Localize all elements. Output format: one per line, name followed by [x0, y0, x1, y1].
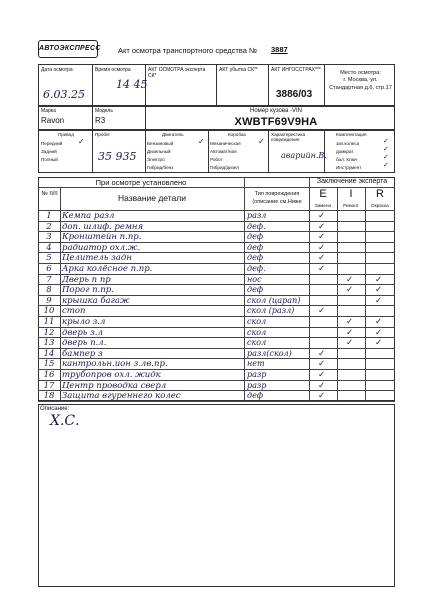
row-repair-mark: ✓ [346, 285, 354, 296]
row-part-name: Защита вгуреннего колес [62, 391, 181, 402]
row-number: 15 [43, 359, 55, 370]
row-replace-mark: ✓ [318, 221, 326, 232]
row-number: 4 [46, 242, 52, 253]
row-damage-type: разр [247, 380, 267, 390]
col-damage-header: Тип повреждения (описание см.Ниже [252, 191, 302, 205]
row-number: 3 [46, 232, 52, 243]
row-damage-type: деф [247, 391, 264, 401]
row-number: 18 [43, 391, 55, 402]
row-number: 11 [43, 317, 55, 327]
date-label: Дата осмотра [41, 67, 73, 73]
drive-option-1: Задний [41, 149, 57, 154]
row-part-name: Целитель задн [62, 253, 132, 264]
equip-option-0: зап.колеса [336, 141, 360, 146]
gearbox-label: Коробка [228, 132, 246, 137]
row-replace-mark: ✓ [318, 242, 326, 253]
row-part-name: Центр проводка сверл [62, 380, 167, 391]
equip-option-3: Инструмент [336, 165, 362, 170]
time-label: Время осмотра [95, 67, 131, 73]
gearbox-check-icon: ✓ [258, 137, 265, 146]
row-paint-mark: ✓ [375, 338, 383, 349]
place-label: Место осмотра: [340, 70, 381, 76]
engine-option-0: Бензиновый [147, 141, 174, 146]
row-damage-type: деф. [247, 221, 266, 231]
row-repair-mark: ✓ [346, 274, 354, 285]
engine-option-1: Дизельный [147, 149, 171, 154]
row-part-name: крышка багаж [62, 295, 130, 306]
engine-check-icon: ✓ [198, 137, 205, 146]
row-number: 10 [43, 306, 55, 317]
row-part-name: Кемпа разл [62, 211, 115, 221]
row-damage-type: скол [247, 327, 267, 337]
row-part-name: Порог п.пр. [62, 285, 114, 296]
damage-char-value: аварийн.В. [281, 151, 327, 160]
row-replace-mark: ✓ [318, 306, 326, 317]
engine-option-2: Электро [147, 157, 165, 162]
col-num-header: № п/п [41, 191, 58, 197]
col-r-header: R [376, 188, 384, 200]
equip-check-icon: ✓ [383, 161, 389, 169]
drive-label: Привод [58, 132, 74, 137]
row-paint-mark: ✓ [375, 274, 383, 285]
row-part-name: дверь п.л. [62, 338, 107, 349]
row-part-name: Арка колёсное п.пр. [62, 264, 153, 274]
row-replace-mark: ✓ [318, 348, 326, 359]
vin-label: Номер кузова -VIN [250, 108, 302, 114]
row-damage-type: разр [247, 370, 267, 379]
row-number: 1 [46, 211, 52, 221]
row-damage-type: разл(скол) [247, 348, 292, 358]
mileage-label: Пробег [95, 132, 111, 137]
row-damage-type: нет [247, 359, 265, 369]
col-name-header: Название детали [118, 193, 186, 203]
gearbox-option-3: Гибрид/дизел [210, 165, 239, 170]
row-damage-type: деф [247, 253, 264, 263]
make-value: Ravon [41, 116, 65, 125]
row-number: 8 [46, 285, 52, 296]
row-paint-mark: ✓ [375, 295, 383, 306]
gearbox-option-2: Робот [210, 157, 223, 162]
row-replace-mark: ✓ [318, 380, 326, 391]
ingos-act-label: АКТ ИНГОССТРАХ*** [271, 67, 321, 73]
row-replace-mark: ✓ [318, 232, 326, 243]
date-value: 6.03.25 [43, 88, 85, 101]
row-number: 6 [46, 264, 52, 274]
row-damage-type: нос [247, 274, 262, 284]
engine-label: Двигатель [162, 132, 184, 137]
ingos-act-value: 3886/03 [276, 89, 313, 100]
drive-option-2: Полный [41, 157, 58, 162]
equip-option-1: домкрат [336, 149, 354, 154]
equip-option-2: бал. Ключ [336, 157, 358, 162]
notes-value: Х.С. [50, 413, 80, 429]
row-replace-mark: ✓ [318, 264, 326, 274]
equip-check-icon: ✓ [383, 153, 389, 161]
row-paint-mark: ✓ [375, 327, 383, 338]
row-number: 9 [46, 295, 52, 306]
col-e-sub: Замена [314, 203, 332, 208]
vin-value: XWBTF69V9HA [234, 116, 318, 128]
col-r-sub: Окраска [371, 203, 389, 208]
col-i-sub: Ремонт [343, 203, 359, 208]
notes-label: Описание: [40, 406, 70, 412]
row-damage-type: скол (царап) [247, 295, 301, 305]
row-number: 12 [43, 327, 55, 338]
row-replace-mark: ✓ [318, 253, 326, 264]
gearbox-option-0: Механическая [210, 141, 241, 146]
row-number: 16 [43, 370, 55, 380]
row-number: 14 [43, 348, 55, 359]
drive-check-icon: ✓ [78, 137, 85, 146]
row-replace-mark: ✓ [318, 359, 326, 370]
row-paint-mark: ✓ [375, 285, 383, 296]
row-damage-type: скол [247, 317, 267, 326]
row-replace-mark: ✓ [318, 370, 326, 380]
row-part-name: радиатор охл.ж. [62, 242, 141, 253]
row-damage-type: разл [247, 211, 267, 220]
row-replace-mark: ✓ [318, 211, 326, 221]
make-label: Марка [41, 108, 56, 114]
row-damage-type: скол (разл) [247, 306, 295, 316]
model-value: R3 [95, 116, 106, 125]
row-replace-mark: ✓ [318, 391, 326, 402]
row-damage-type: деф [247, 232, 264, 242]
row-part-name: трубопров охл. жидк [62, 370, 161, 380]
place-value: г. Москва, ул. Стандартная д.6, стр.17 [329, 77, 392, 91]
equip-check-icon: ✓ [383, 137, 389, 145]
equip-check-icon: ✓ [383, 145, 389, 153]
col-i-header: I [349, 188, 353, 200]
row-number: 7 [46, 274, 52, 285]
company-logo: АВТОЭКСПРЕСС [38, 40, 98, 58]
row-number: 13 [43, 338, 55, 349]
row-number: 2 [46, 221, 52, 232]
row-repair-mark: ✓ [346, 338, 354, 349]
model-label: Модель [95, 108, 113, 114]
conclusion-header: Заключение эксперта [316, 178, 388, 185]
document-number: 3887 [271, 45, 288, 54]
row-paint-mark: ✓ [375, 317, 383, 327]
damage-char-label: Характеристика повреждения [271, 132, 306, 142]
notes-block [38, 404, 395, 587]
equip-label: Комплектация [336, 132, 367, 137]
time-value: 14 45 [116, 78, 148, 91]
row-part-name: Дверь п пр [62, 274, 111, 285]
row-damage-type: деф. [247, 264, 266, 273]
row-damage-type: скол [247, 338, 267, 348]
col-e-header: E [319, 188, 327, 200]
row-part-name: крыло з.л [62, 317, 106, 327]
established-header: При осмотре установлено [95, 178, 187, 187]
damage-act-label: АКТ убытка СК** [219, 67, 258, 73]
row-repair-mark: ✓ [346, 327, 354, 338]
row-damage-type: деф [247, 242, 264, 252]
row-part-name: стоп [62, 306, 86, 317]
gearbox-option-1: Автомат/ная [210, 149, 237, 154]
document-title: Акт осмотра транспортного средства № [118, 46, 258, 55]
row-repair-mark: ✓ [346, 317, 354, 327]
mileage-value: 35 935 [98, 150, 137, 163]
row-number: 5 [46, 253, 52, 264]
row-part-name: доп. шлиф. ремня [62, 221, 144, 232]
expert-act-label: АКТ ОСМОТРА эксперта СК* [148, 67, 206, 79]
row-part-name: бампер з [62, 348, 103, 359]
engine-option-3: Гибрид/бенз [147, 165, 174, 170]
row-part-name: Кронштейн п.пр. [62, 232, 142, 243]
row-number: 17 [43, 380, 55, 391]
row-part-name: кантрольн.ион з.лв.пр. [62, 359, 168, 370]
row-part-name: дверь з.л [62, 327, 103, 338]
drive-option-0: Передний [41, 141, 63, 146]
row-damage-type: деф [247, 285, 264, 295]
